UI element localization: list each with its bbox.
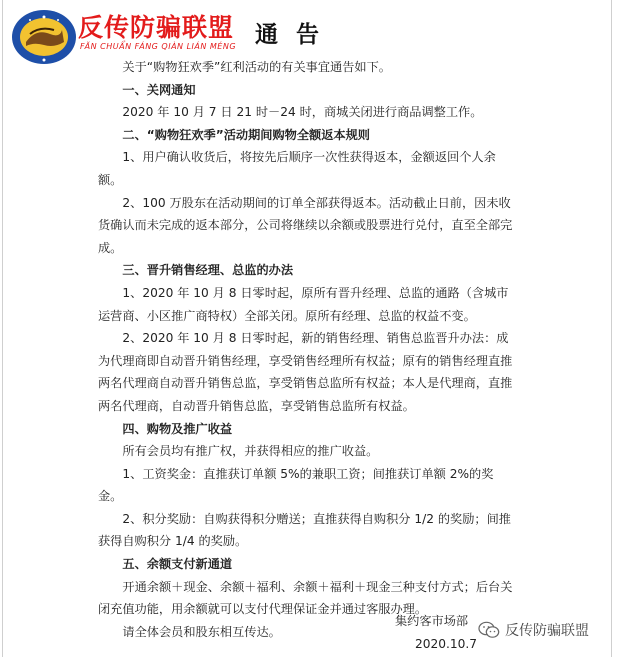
left-border: [2, 0, 3, 657]
section-paragraph: 请全体会员和股东相互传达。: [122, 624, 281, 639]
alliance-seal-logo: [10, 8, 78, 66]
notice-body: [98, 56, 516, 643]
section-paragraph: 2、积分奖励：自购获得积分赠送；直推获得自购积分 1/2 的奖励；间推获得自购积分 1/4 的奖励。: [98, 511, 511, 549]
section-heading: 四、购物及推广收益: [122, 421, 233, 436]
section-paragraph: 1、工资奖金：直推获订单额 5%的兼职工资；间推获订单额 2%的奖金。: [98, 466, 494, 504]
section-paragraph: 所有会员均有推广权，并获得相应的推广收益。: [122, 444, 379, 459]
section-paragraph: 2、2020 年 10 月 8 日零时起，新的销售经理、销售总监晋升办法：成为代理商即自动晋升销售经理，享受销售经理所有权益；原有的销售经理直推两名代理商自动晋升销售总监，享受销售总监所有权益；本人是代理商，直推两名代理商，自动晋升销售总监，享受销售总监所有权益。: [98, 331, 513, 413]
signature-date: 2020.10.7: [415, 637, 478, 651]
watermark: [478, 620, 589, 640]
watermark-text: 反传防骗联盟: [505, 623, 589, 639]
brand-title: 反传防骗联盟: [78, 13, 235, 42]
section-heading: 三、晋升销售经理、总监的办法: [122, 263, 294, 278]
section-heading: 一、关网通知: [122, 82, 196, 97]
brand-subtitle: FĂN CHUẨN FÁNG QIÀN LIÁN MÉNG: [80, 42, 237, 51]
signature: 集约客市场部: [395, 614, 469, 628]
section-paragraph: 1、2020 年 10 月 8 日零时起，原所有晋升经理、总监的通路（含城市运营商、小区推广商特权）全部关闭。原所有经理、总监的权益不变。: [98, 285, 509, 323]
section-paragraph: 2020 年 10 月 7 日 21 时－24 时，商城关闭进行商品调整工作。: [122, 105, 483, 120]
section-heading: 二、“购物狂欢季”活动期间购物全额返本规则: [122, 127, 370, 142]
section-heading: 五、余额支付新通道: [122, 557, 233, 572]
brand-block: [78, 14, 236, 52]
wechat-icon: [478, 621, 500, 639]
section-paragraph: 2、100 万股东在活动期间的订单全部获得返本。活动截止日前，因未收货确认而未完成的返本部分，公司将继续以余额或股票进行兑付，直至全部完成。: [98, 195, 513, 255]
section-paragraph: 1、用户确认收货后，将按先后顺序一次性获得返本，金额返回个人余额。: [98, 150, 496, 187]
section-paragraph: 开通余额＋现金、余额＋福利、余额＋福利＋现金三种支付方式；后台关闭充值功能，用余额就可以支付代理保证金并通过客服办理。: [98, 579, 513, 617]
document-title: 通告: [255, 22, 337, 48]
right-border: [611, 0, 612, 657]
intro-paragraph: 关于“购物狂欢季”红利活动的有关事宜通告如下。: [122, 60, 391, 74]
